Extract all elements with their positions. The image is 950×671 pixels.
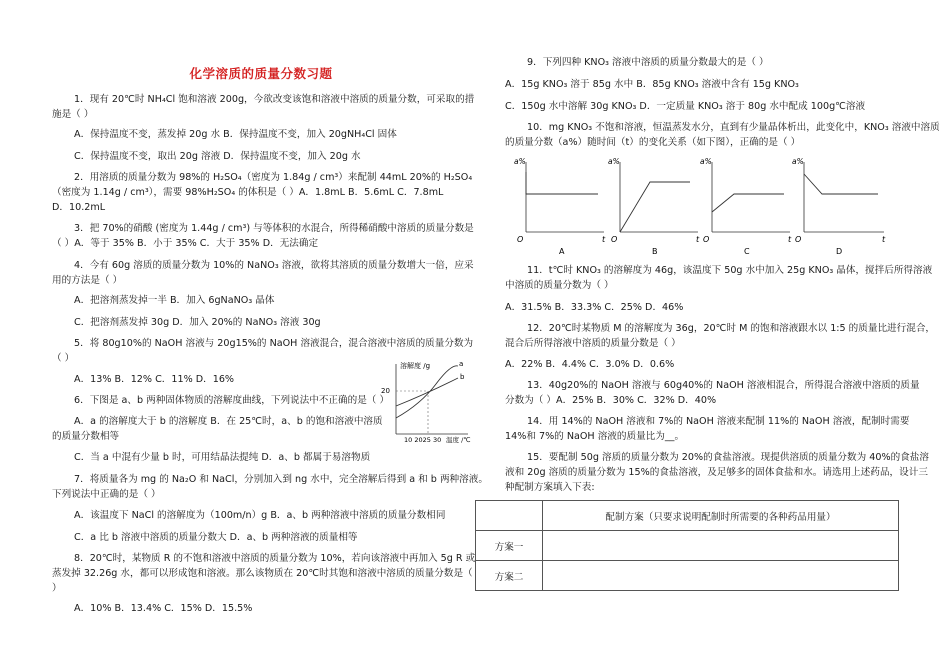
plan-table-corner <box>476 501 543 531</box>
q4-option-cd: C．把溶剂蒸发掉 30g D．加入 20%的 NaNO₃ 溶液 30g <box>74 317 321 328</box>
q5-line1: 5．将 80g10%的 NaOH 溶液与 20g15%的 NaOH 溶液混合，混合溶液中溶质的质量分数为 <box>74 338 474 349</box>
graph-b-origin: O <box>611 235 618 244</box>
q8-line3: ） <box>52 583 62 594</box>
solubility-curve-chart <box>376 356 472 444</box>
q15-line2: 液和 20g 溶质的质量分数为 15%的食盐溶液，及足够多的固体食盐和水。请选用上述药品，设计三 <box>505 467 928 478</box>
q6-line1: 6．下图是 a、b 两种固体物质的溶解度曲线，下列说法中不正确的是（ ） <box>74 395 390 406</box>
graph-d-label: D <box>836 247 843 256</box>
graph-b-line <box>620 182 690 232</box>
sol-x-ticks: 10 2025 30 <box>404 436 442 444</box>
q4-option-ab: A．把溶剂蒸发掉一半 B．加入 6gNaNO₃ 晶体 <box>74 295 275 306</box>
graph-a <box>514 157 606 256</box>
plan-table-header: 配制方案（只要求说明配制时所需要的各种药品用量） <box>543 501 899 531</box>
graph-c-label: C <box>744 247 750 256</box>
q8-options: A．10% B．13.4% C．15% D．15.5% <box>74 603 253 614</box>
q6-option-cd: C．当 a 中混有少量 b 时，可用结晶法提纯 D．a、b 都属于易溶物质 <box>74 452 371 463</box>
q10-line1: 10．mg KNO₃ 不饱和溶液，恒温蒸发水分，直到有少量晶体析出，此变化中，KNO₃ 溶液中溶质 <box>527 122 940 133</box>
graph-a-line <box>526 172 598 194</box>
q3-line1: 3．把 70%的硝酸 (密度为 1.44g / cm³) 与等体积的水混合，所得稀硝酸中溶质的质量分数是 <box>74 223 474 234</box>
q7-option-ab: A．该温度下 NaCl 的溶解度为（100m/n）g B．a、b 两种溶液中溶质的质量分数相同 <box>74 510 446 521</box>
graph-d <box>792 157 886 256</box>
sol-ylabel: 溶解度 /g <box>400 362 431 370</box>
curve-a <box>396 366 458 418</box>
q9-option-cd: C．150g 水中溶解 30g KNO₃ D．一定质量 KNO₃ 溶于 80g 水中配成 100g℃溶液 <box>505 101 866 112</box>
graph-c-ylabel: a% <box>700 157 712 166</box>
q15-line3: 种配制方案填入下表: <box>505 482 595 493</box>
graph-b-label: B <box>652 247 658 256</box>
q6-option-ab-cont: 的质量分数相等 <box>52 431 120 442</box>
q4-line1: 4．今有 60g 溶质的质量分数为 10%的 NaNO₃ 溶液，欲将其溶质的质量分数增大一倍，应采 <box>74 260 474 271</box>
q1-line1: 1．现有 20℃时 NH₄Cl 饱和溶液 200g，今欲改变该饱和溶液中溶质的质量分数，可采取的措 <box>74 94 475 105</box>
table-row <box>476 531 899 561</box>
curve-b <box>396 378 458 406</box>
q14-line1: 14．用 14%的 NaOH 溶液和 7%的 NaOH 溶液来配制 11%的 NaOH 溶液，配制时需要 <box>527 416 910 427</box>
q10-line2: 的质量分数（a%）随时间（t）的变化关系（如下图），正确的是（ ） <box>505 137 801 148</box>
sol-y20-label: 20 <box>381 387 390 395</box>
table-row <box>476 561 899 591</box>
graph-d-origin: O <box>795 235 802 244</box>
plan-two-label: 方案二 <box>476 561 543 591</box>
plan-one-label: 方案一 <box>476 531 543 561</box>
graph-b-ylabel: a% <box>608 157 620 166</box>
q1-option-ab: A．保持温度不变，蒸发掉 20g 水 B．保持温度不变，加入 20gNH₄Cl 固体 <box>74 129 397 140</box>
q7-line1: 7．将质量各为 mg 的 Na₂O 和 NaCl，分别加入到 ng 水中，完全溶解后得到 a 和 b 两种溶液。 <box>74 474 488 485</box>
q12-options: A．22% B．4.4% C．3.0% D．0.6% <box>505 359 675 370</box>
q2-line2: （密度为 1.14g / cm³），需要 98%H₂SO₄ 的体积是（ ）A．1.8mL B．5.6mL C．7.8mL <box>52 187 444 198</box>
graph-d-line <box>804 174 878 194</box>
q11-options: A．31.5% B．33.3% C．25% D．46% <box>505 302 684 313</box>
plan-table <box>475 500 899 591</box>
q2-line1: 2．用溶质的质量分数为 98%的 H₂SO₄（密度为 1.84g / cm³）来配制 44mL 20%的 H₂SO₄ <box>74 172 473 183</box>
graph-c <box>700 157 792 256</box>
q3-line2: （ ）A．等于 35% B．小于 35% C．大于 35% D．无法确定 <box>52 238 319 249</box>
q14-line2: 14%和 7%的 NaOH 溶液的质量比为__。 <box>505 431 685 442</box>
q9-option-ab: A．15g KNO₃ 溶于 85g 水中 B．85g KNO₃ 溶液中含有 15g KNO₃ <box>505 79 799 90</box>
graph-c-xlabel: t <box>788 235 792 244</box>
plan-table-header-row <box>476 501 899 531</box>
q13-line2: 分数为（ ）A．25% B．30% C．32% D．40% <box>505 395 717 406</box>
q12-line1: 12．20℃时某物质 M 的溶解度为 36g，20℃时 M 的饱和溶液跟水以 1:5 的质量比进行混合， <box>527 323 936 334</box>
q2-line3: D．10.2mL <box>52 202 106 213</box>
q8-line2: 蒸发掉 32.26g 水，都可以形成饱和溶液。那么该物质在 20℃时其饱和溶液中溶质的质量分数是（ <box>52 568 473 579</box>
graph-b-xlabel: t <box>696 235 700 244</box>
q15-line1: 15．要配制 50g 溶质的质量分数为 20%的食盐溶液。现提供溶质的质量分数为 40%的食盐溶 <box>527 452 929 463</box>
q7-line2: 下列说法中正确的是（ ） <box>52 489 161 500</box>
q9-line1: 9．下列四种 KNO₃ 溶液中溶质的质量分数最大的是（ ） <box>527 57 769 68</box>
curve-b-label: b <box>460 373 465 381</box>
q5-line2: （ ） <box>52 353 75 364</box>
curve-a-label: a <box>459 360 464 368</box>
q7-option-cd: C．a 比 b 溶液中溶质的质量分数大 D．a、b 两种溶液的质量相等 <box>74 532 358 543</box>
graph-a-xlabel: t <box>602 235 606 244</box>
graph-b <box>608 157 700 256</box>
q11-line2: 中溶质的质量分数为（ ） <box>505 280 614 291</box>
q6-option-ab: A．a 的溶解度大于 b 的溶解度 B．在 25℃时，a、b 的饱和溶液中溶质 <box>74 416 383 427</box>
plan-one-cell[interactable] <box>543 531 899 561</box>
graph-a-origin: O <box>517 235 524 244</box>
q1-option-cd: C．保持温度不变，取出 20g 溶液 D．保持温度不变，加入 20g 水 <box>74 151 361 162</box>
plan-two-cell[interactable] <box>543 561 899 591</box>
page-title: 化学溶质的质量分数习题 <box>189 66 333 81</box>
graph-a-ylabel: a% <box>514 157 526 166</box>
graph-d-xlabel: t <box>882 235 886 244</box>
q11-line1: 11．t℃时 KNO₃ 的溶解度为 46g，该温度下 50g 水中加入 25g KNO₃ 晶体，搅拌后所得溶液 <box>527 265 933 276</box>
graph-c-line <box>712 194 784 212</box>
graph-c-origin: O <box>703 235 710 244</box>
q1-line2: 施是（ ） <box>52 109 94 120</box>
q8-line1: 8．20℃时，某物质 R 的不饱和溶液中溶质的质量分数为 10%，若向该溶液中再加入 5g R 或 <box>74 553 476 564</box>
q5-options: A．13% B．12% C．11% D．16% <box>74 374 235 385</box>
mass-fraction-graphs <box>512 154 902 260</box>
q4-line2: 用的方法是（ ） <box>52 275 123 286</box>
q13-line1: 13．40g20%的 NaOH 溶液与 60g40%的 NaOH 溶液相混合，所得混合溶液中溶质的质量 <box>527 380 920 391</box>
sol-xlabel: 温度 /℃ <box>446 436 471 444</box>
graph-a-label: A <box>559 247 565 256</box>
q12-line2: 混合后所得溶液中溶质的质量分数是（ ） <box>505 338 681 349</box>
graph-d-ylabel: a% <box>792 157 804 166</box>
